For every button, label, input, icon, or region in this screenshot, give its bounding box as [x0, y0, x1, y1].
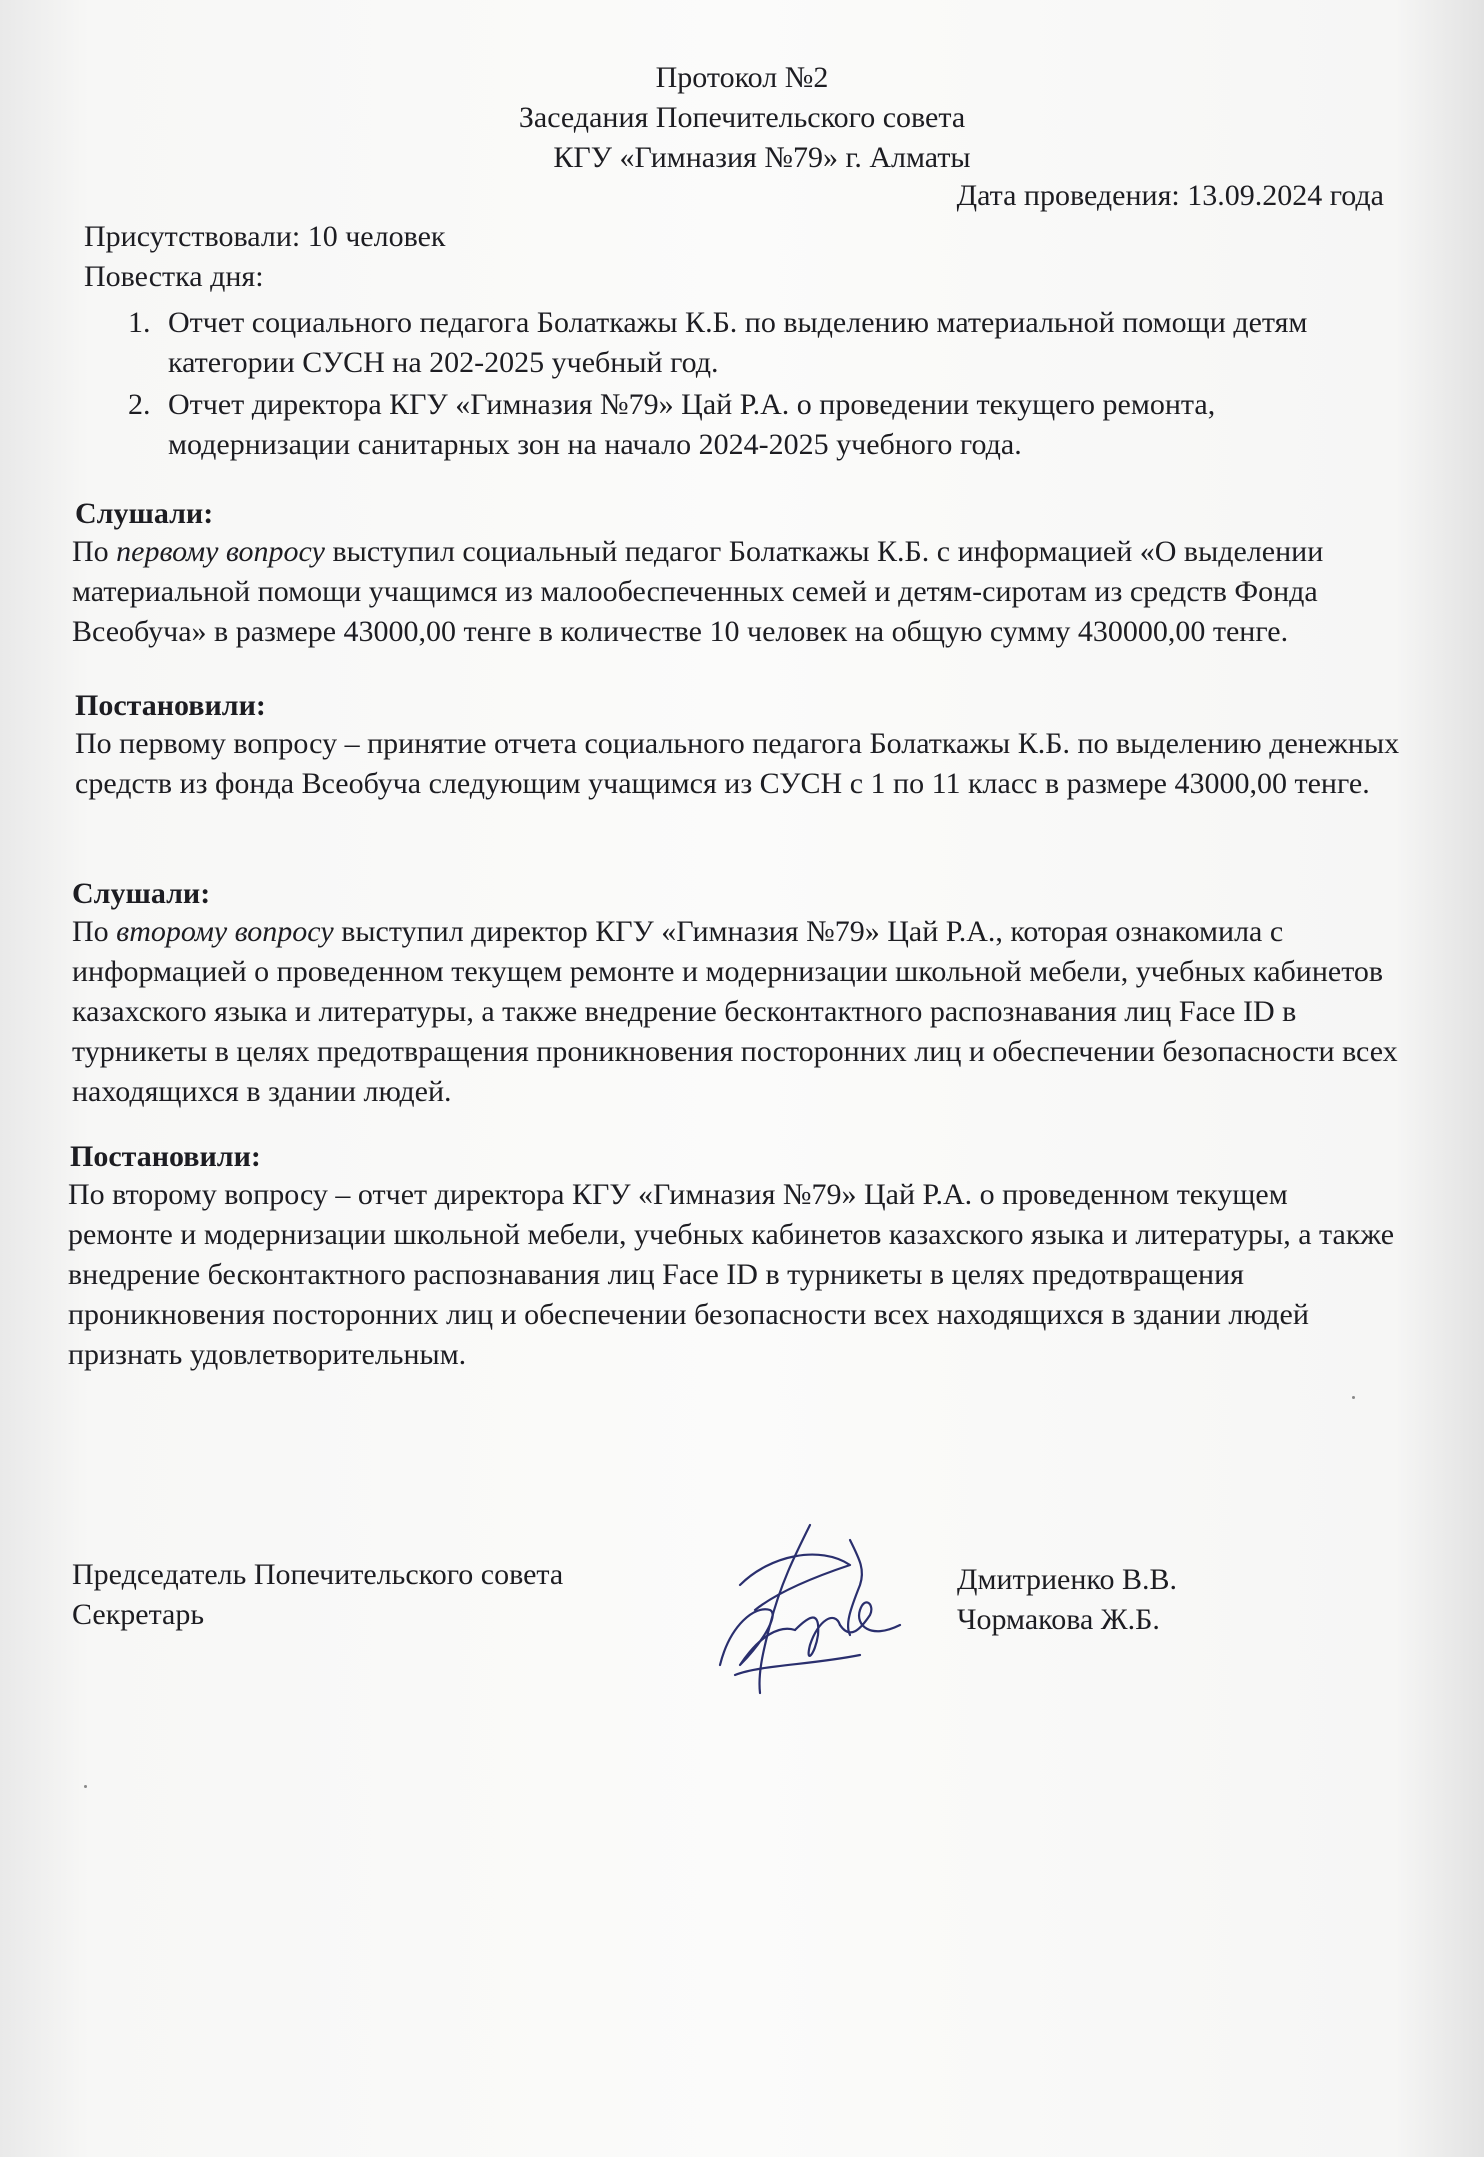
agenda-item-number: 2. — [128, 388, 151, 421]
agenda-item — [128, 385, 1388, 465]
heard-prefix-1: По — [72, 535, 117, 568]
heard-text-1 — [72, 532, 1402, 652]
organization-name: КГУ «Гимназия №79» г. Алматы — [553, 141, 971, 174]
heard-heading-2: Слушали: — [72, 877, 211, 910]
heard-heading-1: Слушали: — [75, 497, 214, 530]
secretary-name: Чормакова Ж.Б. — [957, 1603, 1160, 1636]
heard-italic-1: первому вопросу — [116, 535, 325, 568]
heard-body-1: выступил социальный педагог Болаткажы К.Б. с информацией «О выделении материальной помощи учащимся из малообеспеченных семей и детям-сиротам из средств Фонда Всеобуча» в размере 43000,00 тенге в количестве 10 человек на общую сумму 430000,00 тенге. — [72, 535, 1324, 648]
secretary-role: Секретарь — [72, 1598, 205, 1631]
paper-speck — [84, 1785, 87, 1788]
chair-name: Дмитриенко В.В. — [957, 1563, 1177, 1596]
heard-italic-2: второму вопросу — [116, 915, 334, 948]
chair-role: Председатель Попечительского совета — [72, 1558, 564, 1591]
heard-text-2 — [72, 912, 1402, 1112]
resolved-heading-2: Постановили: — [70, 1140, 261, 1173]
resolved-text-1: По первому вопросу – принятие отчета социального педагога Болаткажы К.Б. по выделению денежных средств из фонда Всеобуча следующим учащимся из СУСН с 1 по 11 класс в размере 43000,00 тенге. — [75, 727, 1400, 800]
agenda-item — [128, 303, 1388, 383]
resolved-text-2: По второму вопросу – отчет директора КГУ «Гимназия №79» Цай Р.А. о проведенном текущем ремонте и модернизации школьной мебели, учебных кабинетов казахского языка и литературы, а также внедрение бесконтактного распознавания лиц Face ID в турникеты в целях предотвращения проникновения посторонних лиц и обеспечении безопасности всех находящихся в здании людей признать удовлетворительным. — [68, 1178, 1395, 1371]
heard-body-2: выступил директор КГУ «Гимназия №79» Цай Р.А., которая ознакомила с информацией о проведенном текущем ремонте и модернизации школьной мебели, учебных кабинетов казахского языка и литературы, а также внедрение бесконтактного распознавания лиц Face ID в турникеты в целях предотвращения проникновения посторонних лиц и обеспечении безопасности всех находящихся в здании людей. — [72, 915, 1398, 1108]
agenda-label: Повестка дня: — [84, 260, 264, 293]
agenda-item-text: Отчет социального педагога Болаткажы К.Б. по выделению материальной помощи детям категории СУСН на 202-2025 учебный год. — [168, 306, 1308, 379]
attendance: Присутствовали: 10 человек — [84, 220, 446, 253]
resolved-heading-1: Постановили: — [75, 689, 266, 722]
agenda-list — [128, 303, 1388, 467]
document-title: Протокол №2 — [655, 61, 829, 94]
agenda-item-number: 1. — [128, 306, 151, 339]
agenda-item-text: Отчет директора КГУ «Гимназия №79» Цай Р.А. о проведении текущего ремонта, модернизации санитарных зон на начало 2024-2025 учебного года. — [168, 388, 1216, 461]
meeting-date: Дата проведения: 13.09.2024 года — [956, 179, 1384, 212]
handwritten-signature — [700, 1515, 920, 1695]
paper-speck — [1352, 1396, 1355, 1399]
heard-prefix-2: По — [72, 915, 117, 948]
document-subtitle: Заседания Попечительского совета — [518, 101, 966, 134]
